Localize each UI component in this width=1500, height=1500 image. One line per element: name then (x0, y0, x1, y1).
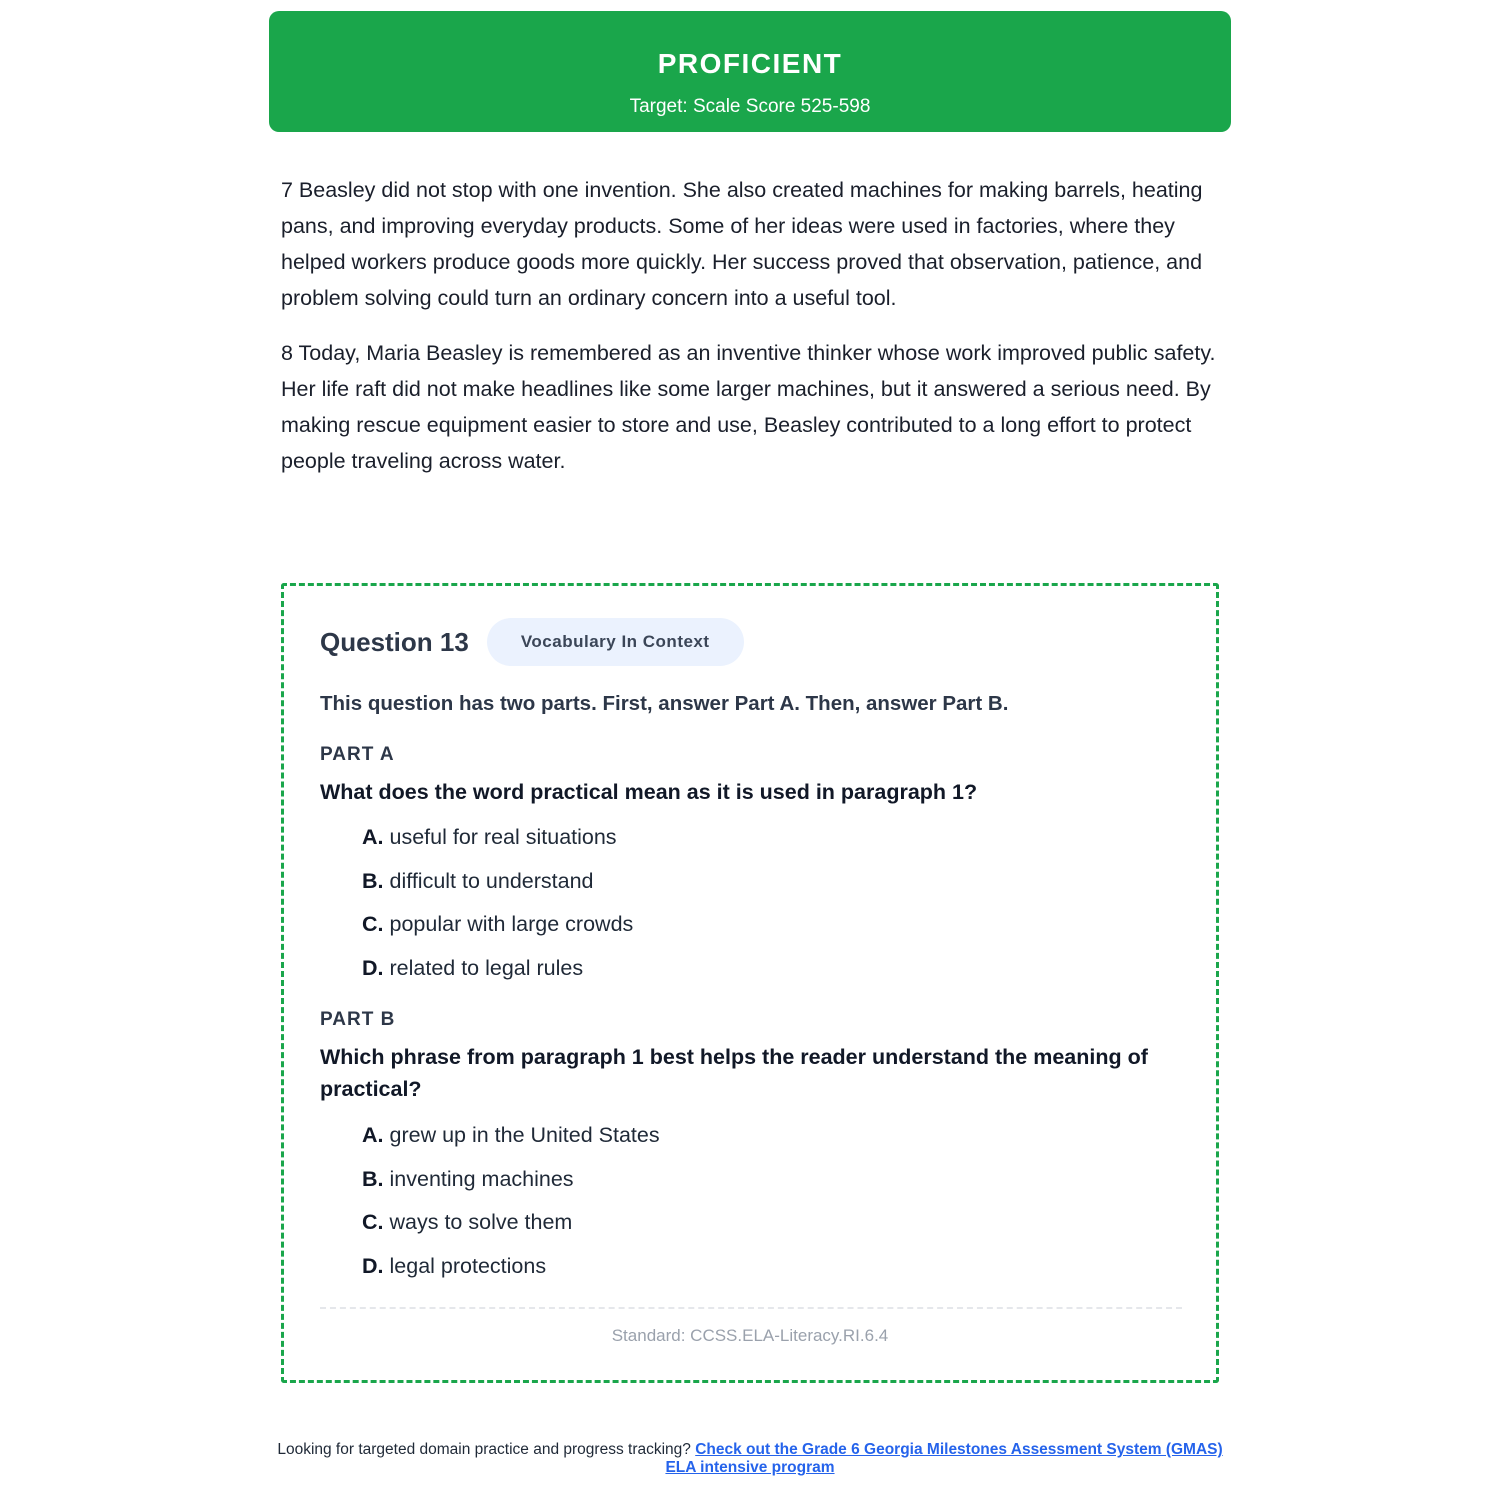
skill-badge: Vocabulary In Context (487, 618, 744, 666)
part-b-option-d[interactable]: D. legal protections (362, 1253, 547, 1278)
part-a-prompt: What does the word practical mean as it is used in paragraph 1? (320, 780, 978, 804)
part-b-option-c[interactable]: C. ways to solve them (362, 1210, 573, 1234)
question-header (320, 618, 744, 666)
part-b-option-b[interactable]: B. inventing machines (362, 1166, 574, 1191)
question-title: Question 13 (320, 626, 469, 657)
part-a-label: PART A (320, 744, 395, 765)
part-a-option-b[interactable]: B. difficult to understand (362, 868, 594, 893)
paragraph-8: 8 Today, Maria Beasley is remembered as an inventive thinker whose work improved public safety. Her life raft did not make headlines like some larger machines, but it answered a serious need. By making rescue equipment easier to store and use, Beasley contributed to a long effort to protect people traveling across water. (281, 341, 1216, 473)
standard-label: Standard: CCSS.ELA-Literacy.RI.6.4 (611, 1326, 889, 1345)
reading-passage (281, 172, 1226, 479)
question-instructions: This question has two parts. First, answer Part A. Then, answer Part B. (320, 692, 1009, 715)
part-b-label: PART B (320, 1009, 396, 1030)
program-link[interactable]: Check out the Grade 6 Georgia Milestones Assessment System (GMAS) ELA intensive program (665, 1441, 1223, 1476)
level-title: PROFICIENT (657, 48, 843, 79)
part-b-option-a[interactable]: A. grew up in the United States (362, 1123, 660, 1147)
part-a-option-c[interactable]: C. popular with large crowds (362, 912, 634, 936)
footer-promo (275, 1441, 1225, 1477)
part-a-option-a[interactable]: A. useful for real situations (362, 825, 617, 849)
part-b-prompt: Which phrase from paragraph 1 best helps the reader understand the meaning of practical? (320, 1045, 1148, 1101)
question-card (281, 583, 1219, 1383)
part-b-options (362, 1122, 660, 1296)
level-banner (269, 11, 1231, 132)
part-a-options (362, 824, 633, 998)
paragraph-7: 7 Beasley did not stop with one invention. She also created machines for making barrels, heating pans, and improving everyday products. Some of her ideas were used in factories, where they helped workers produce goods more quickly. Her success proved that observation, patience, and problem solving could turn an ordinary concern into a useful tool. (281, 178, 1203, 310)
standard-divider (320, 1307, 1182, 1309)
part-a-option-d[interactable]: D. related to legal rules (362, 955, 584, 980)
target-score: Target: Scale Score 525-598 (629, 96, 871, 117)
footer-text: Looking for targeted domain practice and progress tracking? (277, 1441, 696, 1458)
